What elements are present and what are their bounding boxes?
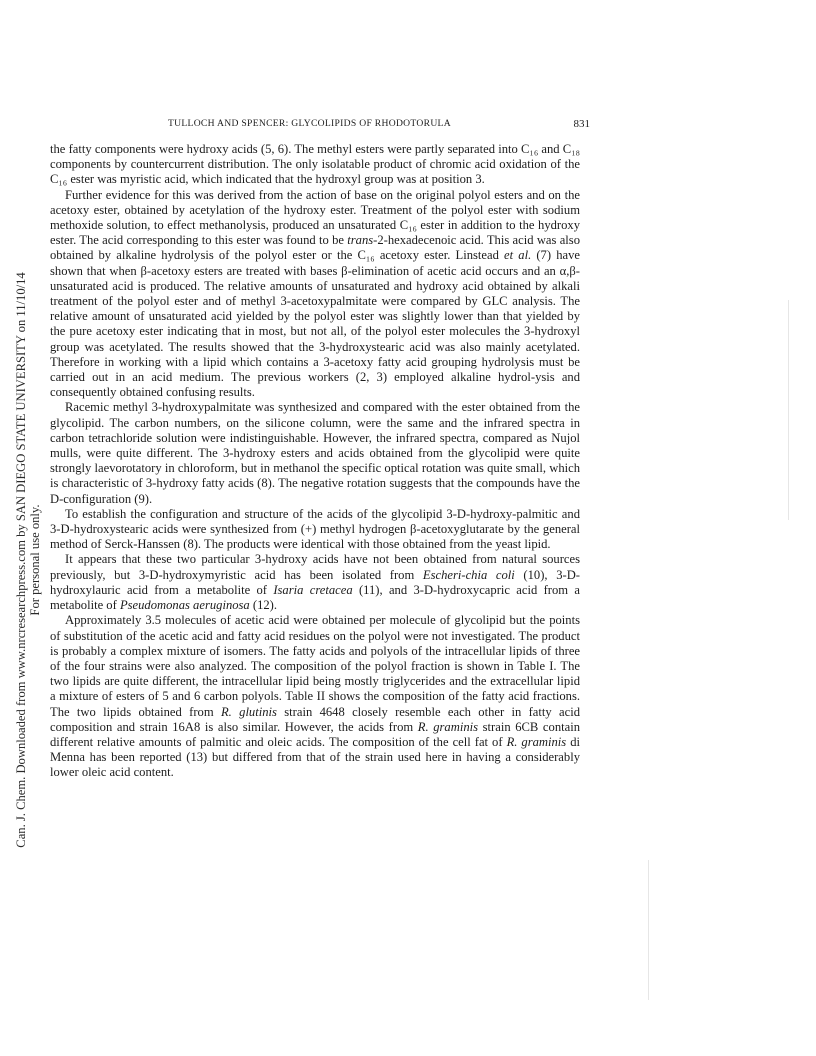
scan-margin-line: [648, 860, 649, 1000]
paragraph: Further evidence for this was derived from the action of base on the original polyol esters and on the acetoxy ester, obtained by acetylation of the hydroxy ester. Treatment of the polyol ester with sodium methoxide solution, to effect methanolysis, produced an unsaturated C₁₆ ester in addition to the hydroxy ester. The acid corresponding to this ester was found to be trans-2-hexadecenoic acid. This acid was also obtained by alkaline hydrolysis of the polyol ester or the C₁₆ acetoxy ester. Linstead et al. (7) have shown that when β-acetoxy esters are treated with bases β-elimination of acetic acid occurs and an α,β-unsaturated acid is produced. The relative amounts of unsaturated and hydroxy acid obtained by alkali treatment of the polyol ester and of methyl 3-acetoxypalmitate were compared by GLC analysis. The relative amount of unsaturated acid yielded by the polyol ester was slightly lower than that yielded by the pure acetoxy ester indicating that in most, but not all, of the polyol ester molecules the 3-hydroxyl group was acetylated. The results showed that the 3-hydroxystearic acid was also mainly acetylated. Therefore in working with a lipid which contains a 3-acetoxy fatty acid grouping hydrolysis must be carried out in an acid medium. The previous workers (2, 3) employed alkaline hydrol-ysis and consequently obtained confusing results.: [50, 187, 580, 400]
scan-margin-line: [788, 300, 789, 520]
watermark-line: For personal use only.: [28, 504, 42, 616]
article-body: [50, 142, 580, 781]
paragraph: Approximately 3.5 molecules of acetic acid were obtained per molecule of glycolipid but the points of substitution of the acetic acid and fatty acid residues on the polyol were not investigated. The product is probably a complex mixture of isomers. The fatty acids and polyols of the intracellular lipids of three of the four strains were also analyzed. The composition of the polyol fraction is shown in Table I. The two lipids are quite different, the intracellular lipid being mostly triglycerides and the extracellular lipid a mixture of esters of 5 and 6 carbon polyols. Table II shows the composition of the fatty acid fractions. The two lipids obtained from R. glutinis strain 4648 closely resemble each other in fatty acid composition and strain 16A8 is also similar. However, the acids from R. graminis strain 6CB contain different relative amounts of palmitic and oleic acids. The composition of the cell fat of R. graminis di Menna has been reported (13) but differed from that of the strain used here in having a considerably lower oleic acid content.: [50, 613, 581, 780]
running-header: [50, 118, 590, 132]
paragraph: To establish the configuration and structure of the acids of the glycolipid 3-D-hydroxy-palmitic and 3-D-hydroxystearic acids were synthesized from (+) methyl hydrogen β-acetoxyglutarate by the general method of Serck-Hanssen (8). The products were identical with those obtained from the yeast lipid.: [50, 506, 580, 552]
running-title: TULLOCH AND SPENCER: GLYCOLIPIDS OF RHODOTORULA: [168, 118, 451, 129]
paragraph: Racemic methyl 3-hydroxypalmitate was synthesized and compared with the ester obtained from the glycolipid. The carbon numbers, on the silicone column, were the same and the infrared spectra in carbon tetrachloride solution were indistinguishable. However, the infrared spectra, compared as Nujol mulls, were quite different. The 3-hydroxy esters and acids obtained from the glycolipid were quite strongly laevorotatory in chloroform, but in methanol the specific optical rotation was quite small, which is characteristic of 3-hydroxy fatty acids (8). The negative rotation suggests that the compounds have the D-configuration (9).: [50, 400, 580, 506]
paragraph: the fatty components were hydroxy acids (5, 6). The methyl esters were partly separated into C₁₆ and C₁₈ components by countercurrent distribution. The only isolatable product of chromic acid oxidation of the C₁₆ ester was myristic acid, which indicated that the hydroxyl group was at position 3.: [50, 142, 580, 187]
page-number: 831: [573, 118, 590, 130]
watermark-line: Can. J. Chem. Downloaded from www.nrcresearchpress.com by SAN DIEGO STATE UNIVERSITY on 11/10/14: [14, 272, 28, 848]
download-watermark: [14, 160, 42, 960]
paragraph: It appears that these two particular 3-hydroxy acids have not been obtained from natural sources previously, but 3-D-hydroxymyristic acid has been isolated from Escheri-chia coli (10), 3-D-hydroxylauric acid from a metabolite of Isaria cretacea (11), and 3-D-hydroxycapric acid from a metabolite of Pseudomonas aeruginosa (12).: [50, 552, 581, 613]
